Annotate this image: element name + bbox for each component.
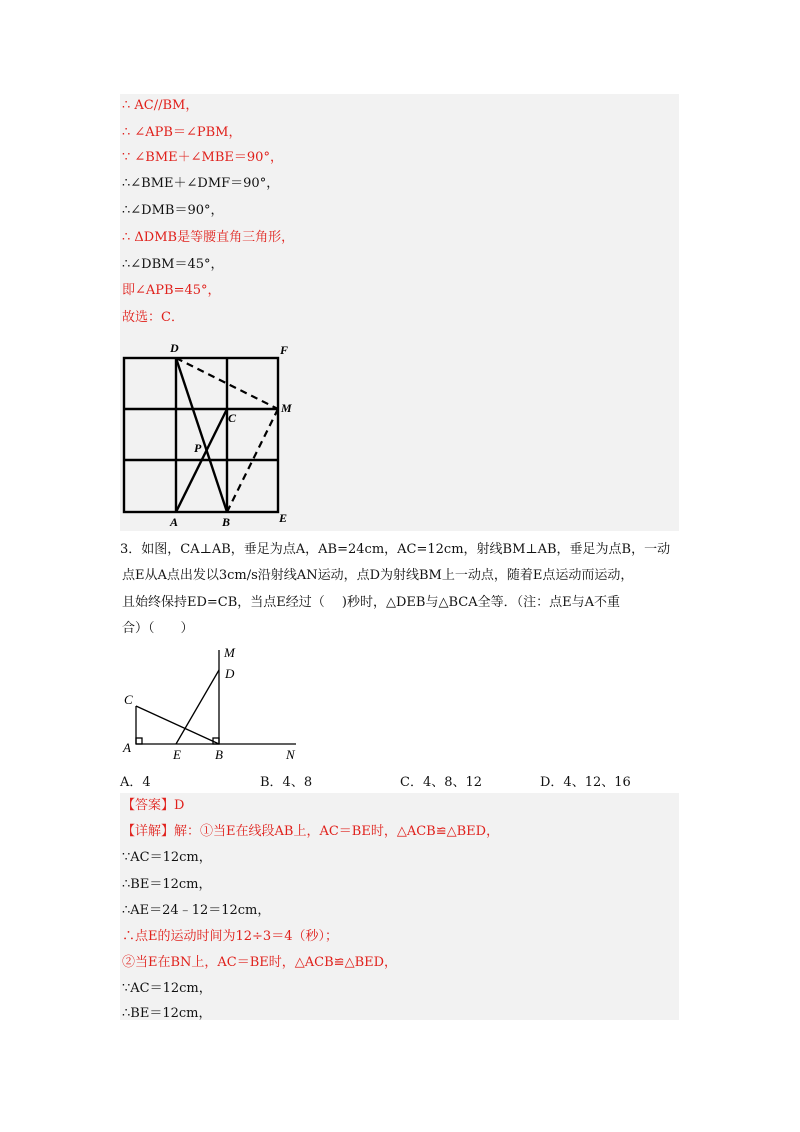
segment-DB — [176, 358, 227, 512]
detail-line: ∴点E的运动时间为12÷3＝4（秒）； — [122, 929, 338, 944]
option-b: B．4、8 — [260, 775, 313, 790]
label-P: P — [194, 441, 202, 455]
label-D: D — [170, 341, 179, 355]
right-angle-A — [136, 738, 142, 744]
detail-line: ∴BE＝12cm， — [122, 877, 212, 892]
detail-line: ∴BE＝12cm， — [122, 1006, 212, 1021]
answer-value: D — [174, 798, 185, 813]
question-line: 3．如图，CA⊥AB，垂足为点A，AB=24cm，AC=12cm，射线BM⊥AB，垂足为点B，一动 — [120, 542, 671, 557]
label-A: A — [123, 740, 131, 755]
solution-line: ∴∠BME＋∠DMF＝90°， — [122, 176, 280, 191]
label-B: B — [215, 747, 223, 762]
label-M: M — [224, 645, 235, 660]
label-E: E — [173, 747, 181, 762]
answer-tag: 【答案】 — [122, 798, 175, 813]
label-B: B — [222, 515, 231, 529]
label-C: C — [124, 692, 133, 707]
solution-line: ∴∠DMB＝90°， — [122, 203, 224, 218]
detail-line: ∴AE＝24﹣12＝12cm， — [122, 903, 271, 918]
question-line: 合）（ ） — [122, 621, 194, 636]
label-N: N — [286, 747, 295, 762]
solution-line: ∴ ΔDMB是等腰直角三角形， — [122, 230, 295, 245]
option-a: A．4 — [120, 775, 151, 790]
label-F: F — [280, 343, 289, 357]
label-E: E — [279, 511, 288, 525]
triangle-figure — [118, 640, 308, 765]
solution-line: ∴ ∠APB＝∠PBM， — [122, 125, 242, 140]
option-d: D．4、12、16 — [540, 775, 631, 790]
detail-text: 解：①当E在线段AB上，AC＝BE时，△ACB≌△BED， — [174, 824, 500, 839]
question-line: 且始终保持ED=CB，当点E经过（ )秒时，△DEB与△BCA全等．（注：点E与A不重 — [122, 595, 620, 610]
solution-line: ∴∠DBM＝45°， — [122, 257, 224, 272]
label-D: D — [225, 666, 235, 681]
label-C: C — [228, 411, 237, 425]
segment-ED — [176, 670, 219, 744]
label-A: A — [170, 515, 179, 529]
option-c: C．4、8、12 — [400, 775, 483, 790]
solution-line: ∵ ∠BME＋∠MBE＝90°， — [122, 150, 283, 165]
detail-tag: 【详解】 — [122, 824, 175, 839]
detail-line — [122, 823, 499, 841]
solution-line: 即∠APB=45°， — [122, 283, 221, 298]
detail-line: ②当E在BN上，AC＝BE时，△ACB≌△BED， — [122, 955, 398, 970]
solution-line: ∴ AC//BM， — [122, 98, 199, 113]
question-line: 点E从A点出发以3cm/s沿射线AN运动，点D为射线BM上一动点，随着E点运动而运动， — [122, 568, 634, 583]
segment-CB — [136, 706, 219, 744]
detail-line: ∵AC＝12cm， — [122, 981, 212, 996]
detail-line: ∵AC＝12cm， — [122, 850, 212, 865]
label-M: M — [281, 401, 292, 415]
answer-line — [122, 797, 184, 815]
grid-figure — [118, 338, 308, 530]
solution-line: 故选：C． — [122, 310, 184, 325]
